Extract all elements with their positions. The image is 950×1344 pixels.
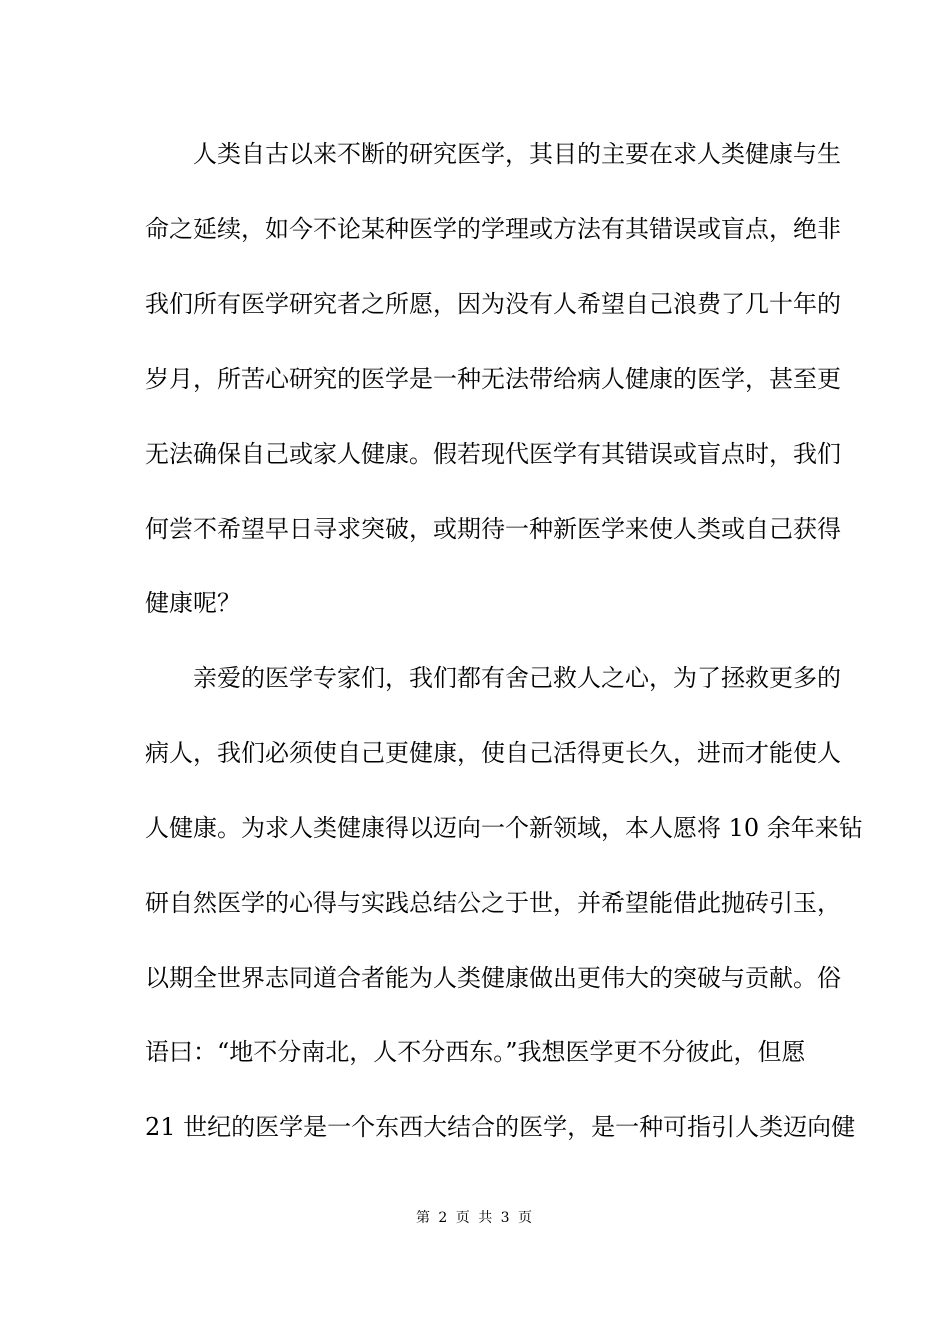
- text-line: 病人，我们必须使自己更健康，使自己活得更长久，进而才能使人: [145, 739, 841, 767]
- text-line: 21 世纪的医学是一个东西大结合的医学，是一种可指引人类迈向健: [145, 1113, 856, 1141]
- text-line: 健康呢？: [145, 589, 241, 617]
- text-line: 以期全世界志同道合者能为人类健康做出更伟大的突破与贡献。俗: [145, 964, 841, 992]
- text-line: 研自然医学的心得与实践总结公之于世，并希望能借此抛砖引玉，: [145, 889, 841, 917]
- text-line: 语曰：“地不分南北，人不分西东。”我想医学更不分彼此，但愿: [145, 1038, 806, 1066]
- page-number-footer: 第 2 页 共 3 页: [415, 1210, 535, 1226]
- text-line: 岁月，所苦心研究的医学是一种无法带给病人健康的医学，甚至更: [145, 365, 841, 393]
- text-line: 亲爱的医学专家们，我们都有舍己救人之心，为了拯救更多的: [193, 664, 841, 692]
- text-line: 我们所有医学研究者之所愿，因为没有人希望自己浪费了几十年的: [145, 290, 841, 318]
- text-line: 命之延续，如今不论某种医学的学理或方法有其错误或盲点，绝非: [145, 215, 841, 243]
- text-line: 人健康。为求人类健康得以迈向一个新领域，本人愿将 10 余年来钻: [145, 814, 863, 842]
- text-line: 何尝不希望早日寻求突破，或期待一种新医学来使人类或自己获得: [145, 515, 841, 543]
- text-line: 无法确保自己或家人健康。假若现代医学有其错误或盲点时，我们: [145, 440, 841, 468]
- text-line: 人类自古以来不断的研究医学，其目的主要在求人类健康与生: [193, 140, 841, 168]
